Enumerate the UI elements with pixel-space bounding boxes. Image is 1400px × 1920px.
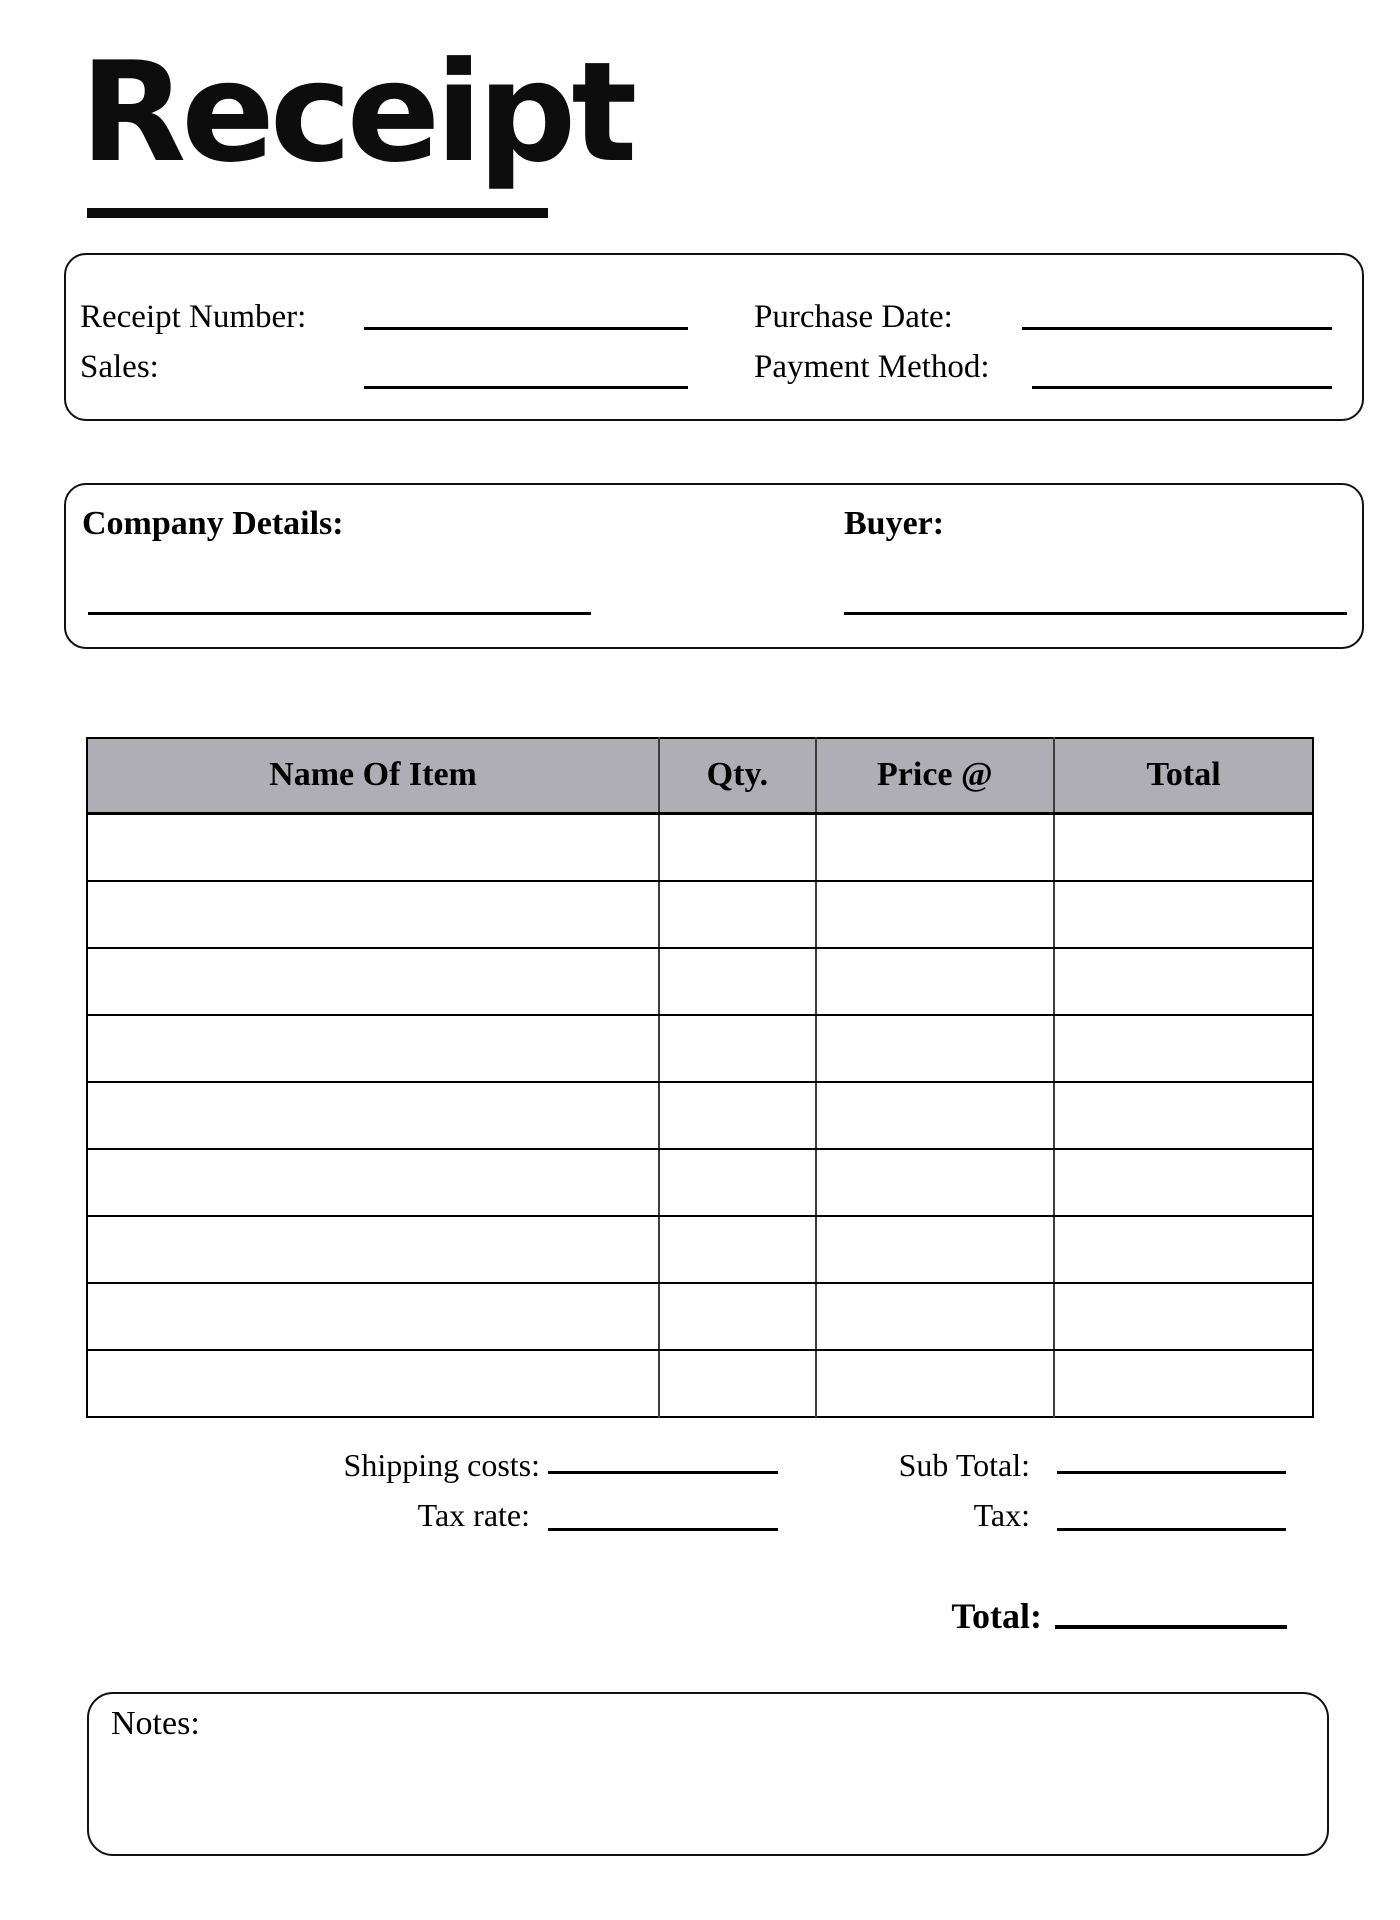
buyer-field[interactable] bbox=[844, 612, 1347, 615]
shipping-costs-label: Shipping costs: bbox=[343, 1447, 540, 1483]
item-row-9-cell-3[interactable] bbox=[816, 1350, 1054, 1417]
item-row-6-cell-4[interactable] bbox=[1054, 1149, 1313, 1216]
receipt-number-label: Receipt Number: bbox=[80, 299, 307, 335]
item-row-7-cell-2[interactable] bbox=[659, 1216, 816, 1283]
item-row-6-cell-3[interactable] bbox=[816, 1149, 1054, 1216]
item-row-5-cell-3[interactable] bbox=[816, 1082, 1054, 1149]
item-row-9-cell-1[interactable] bbox=[87, 1350, 659, 1417]
tax-rate-label: Tax rate: bbox=[417, 1497, 530, 1533]
items-table-header bbox=[87, 738, 1313, 813]
item-row-1 bbox=[87, 813, 1313, 881]
total-label: Total: bbox=[951, 1596, 1042, 1636]
item-row-6-cell-1[interactable] bbox=[87, 1149, 659, 1216]
item-row-6-cell-2[interactable] bbox=[659, 1149, 816, 1216]
sub-total-field[interactable] bbox=[1057, 1471, 1286, 1474]
tax-label: Tax: bbox=[973, 1497, 1030, 1533]
item-row-9-cell-4[interactable] bbox=[1054, 1350, 1313, 1417]
total-field[interactable] bbox=[1055, 1625, 1287, 1629]
sales-field[interactable] bbox=[364, 386, 688, 389]
column-header-name-of-item: Name Of Item bbox=[87, 738, 659, 813]
title-underline bbox=[87, 208, 548, 218]
item-row-2-cell-2[interactable] bbox=[659, 881, 816, 948]
page-title: Receipt bbox=[80, 32, 633, 193]
tax-field[interactable] bbox=[1057, 1528, 1286, 1531]
item-row-7-cell-1[interactable] bbox=[87, 1216, 659, 1283]
item-row-6 bbox=[87, 1149, 1313, 1216]
tax-rate-field[interactable] bbox=[548, 1528, 778, 1531]
notes-label: Notes: bbox=[111, 1705, 200, 1742]
item-row-4-cell-3[interactable] bbox=[816, 1015, 1054, 1082]
item-row-1-cell-3[interactable] bbox=[816, 813, 1054, 881]
item-row-1-cell-1[interactable] bbox=[87, 813, 659, 881]
item-row-7 bbox=[87, 1216, 1313, 1283]
item-row-3-cell-4[interactable] bbox=[1054, 948, 1313, 1015]
item-row-3-cell-2[interactable] bbox=[659, 948, 816, 1015]
item-row-1-cell-4[interactable] bbox=[1054, 813, 1313, 881]
item-row-3-cell-3[interactable] bbox=[816, 948, 1054, 1015]
item-row-2 bbox=[87, 881, 1313, 948]
payment-method-label: Payment Method: bbox=[754, 349, 990, 385]
purchase-date-label: Purchase Date: bbox=[754, 299, 953, 335]
column-header-qty: Qty. bbox=[659, 738, 816, 813]
item-row-7-cell-4[interactable] bbox=[1054, 1216, 1313, 1283]
column-header-total: Total bbox=[1054, 738, 1313, 813]
parties-box bbox=[64, 483, 1364, 649]
item-row-2-cell-3[interactable] bbox=[816, 881, 1054, 948]
notes-box bbox=[87, 1692, 1329, 1856]
item-row-8-cell-4[interactable] bbox=[1054, 1283, 1313, 1350]
item-row-9-cell-2[interactable] bbox=[659, 1350, 816, 1417]
company-details-field[interactable] bbox=[88, 612, 591, 615]
item-row-4-cell-4[interactable] bbox=[1054, 1015, 1313, 1082]
receipt-info-box bbox=[64, 253, 1364, 421]
sales-label: Sales: bbox=[80, 349, 159, 385]
purchase-date-field[interactable] bbox=[1022, 327, 1332, 330]
item-row-4 bbox=[87, 1015, 1313, 1082]
item-row-5-cell-1[interactable] bbox=[87, 1082, 659, 1149]
item-row-8 bbox=[87, 1283, 1313, 1350]
notes-field[interactable] bbox=[229, 1704, 1307, 1844]
buyer-label: Buyer: bbox=[844, 505, 945, 542]
item-row-8-cell-2[interactable] bbox=[659, 1283, 816, 1350]
shipping-costs-field[interactable] bbox=[548, 1471, 778, 1474]
column-header-price: Price @ bbox=[816, 738, 1054, 813]
item-row-2-cell-4[interactable] bbox=[1054, 881, 1313, 948]
item-row-5-cell-2[interactable] bbox=[659, 1082, 816, 1149]
item-row-8-cell-1[interactable] bbox=[87, 1283, 659, 1350]
item-row-5 bbox=[87, 1082, 1313, 1149]
payment-method-field[interactable] bbox=[1032, 386, 1332, 389]
item-row-4-cell-2[interactable] bbox=[659, 1015, 816, 1082]
item-row-5-cell-4[interactable] bbox=[1054, 1082, 1313, 1149]
item-row-4-cell-1[interactable] bbox=[87, 1015, 659, 1082]
item-row-1-cell-2[interactable] bbox=[659, 813, 816, 881]
item-row-3-cell-1[interactable] bbox=[87, 948, 659, 1015]
item-row-7-cell-3[interactable] bbox=[816, 1216, 1054, 1283]
item-row-2-cell-1[interactable] bbox=[87, 881, 659, 948]
items-table-body bbox=[87, 813, 1313, 1417]
item-row-8-cell-3[interactable] bbox=[816, 1283, 1054, 1350]
item-row-3 bbox=[87, 948, 1313, 1015]
company-details-label: Company Details: bbox=[82, 505, 344, 542]
sub-total-label: Sub Total: bbox=[898, 1447, 1030, 1483]
item-row-9 bbox=[87, 1350, 1313, 1417]
items-table bbox=[86, 737, 1314, 1418]
receipt-number-field[interactable] bbox=[364, 327, 688, 330]
